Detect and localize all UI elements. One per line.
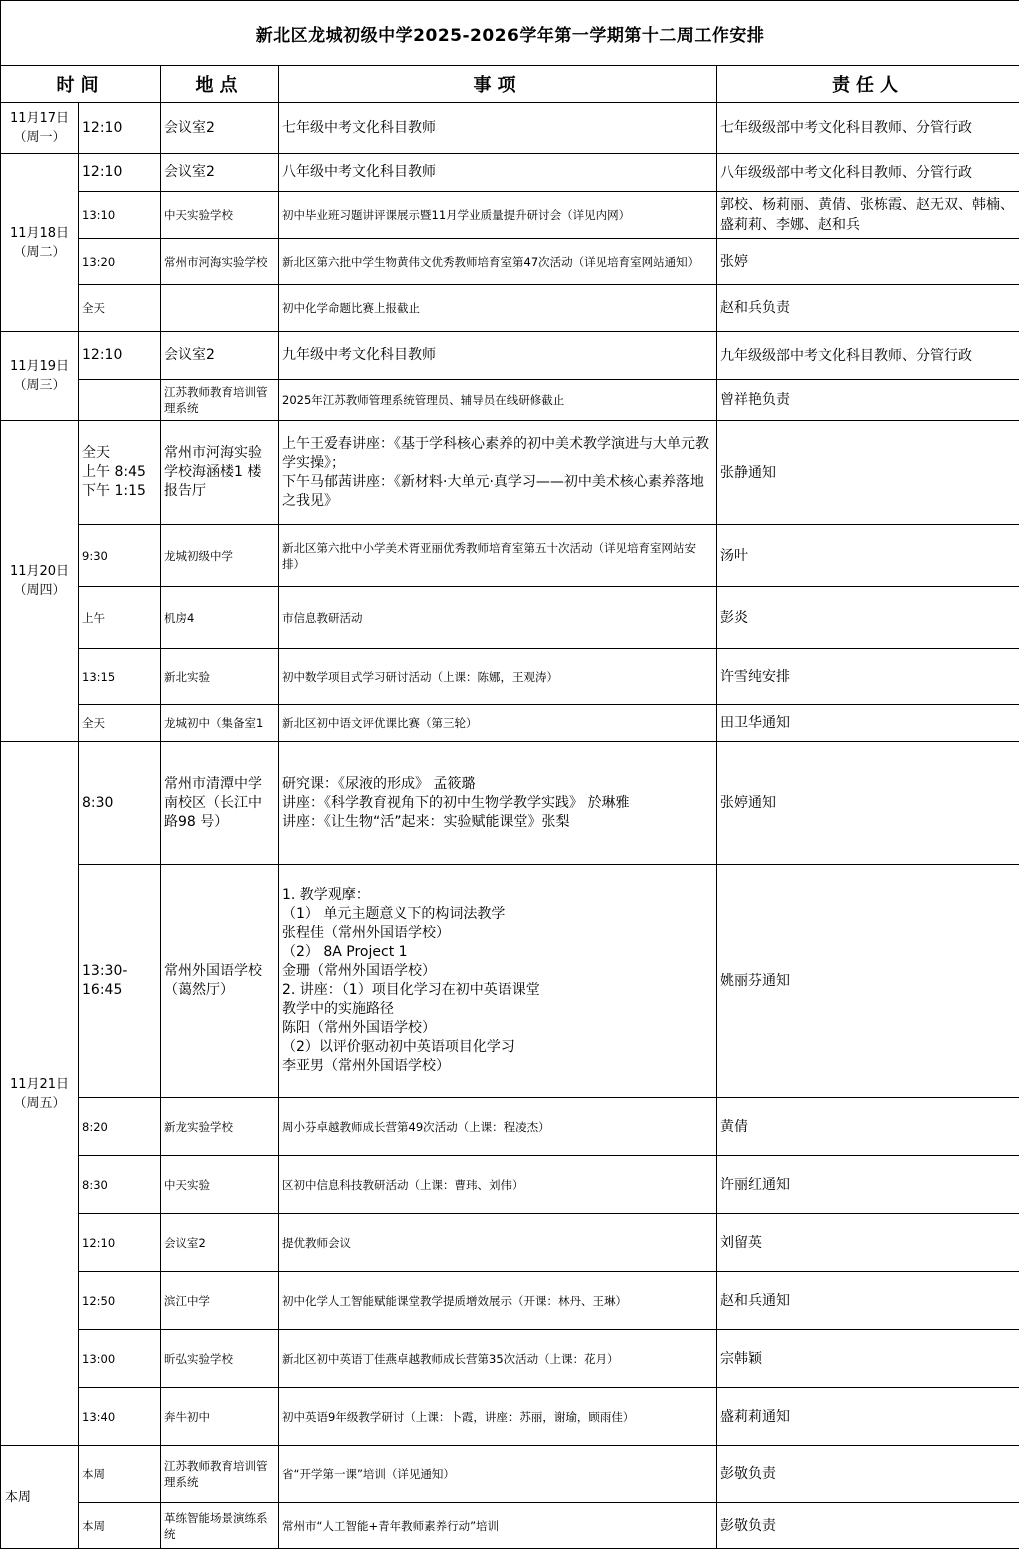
place-cell: 中天实验学校 <box>161 192 279 239</box>
place-cell: 会议室2 <box>161 103 279 154</box>
place-cell: 新龙实验学校 <box>161 1098 279 1156</box>
header-person: 责任人 <box>717 66 1019 103</box>
person-cell: 盛莉莉通知 <box>717 1388 1019 1446</box>
item-cell: 市信息教研活动 <box>279 587 717 649</box>
header-item: 事项 <box>279 66 717 103</box>
item-cell: 新北区初中英语丁佳燕卓越教师成长营第35次活动（上课：花月） <box>279 1330 717 1388</box>
table-row <box>1 1503 1019 1549</box>
table-row <box>1 332 1019 380</box>
time-cell: 13:30- 16:45 <box>79 865 161 1098</box>
person-cell: 七年级级部中考文化科目教师、分管行政 <box>717 103 1019 154</box>
date-cell-week: 本周 <box>1 1446 79 1549</box>
time-cell: 上午 <box>79 587 161 649</box>
item-cell: 八年级中考文化科目教师 <box>279 154 717 192</box>
person-cell: 彭敬负责 <box>717 1503 1019 1549</box>
place-cell: 常州外国语学校（蔼然厅） <box>161 865 279 1098</box>
time-cell: 12:10 <box>79 332 161 380</box>
item-cell: 2025年江苏教师管理系统管理员、辅导员在线研修截止 <box>279 380 717 421</box>
date-cell-tue: 11月18日 （周二） <box>1 154 79 332</box>
table-row <box>1 1098 1019 1156</box>
table-row <box>1 1446 1019 1503</box>
date-cell-thu: 11月20日 （周四） <box>1 421 79 742</box>
person-cell: 彭炎 <box>717 587 1019 649</box>
table-row <box>1 649 1019 705</box>
header-place: 地点 <box>161 66 279 103</box>
place-cell: 会议室2 <box>161 1214 279 1272</box>
person-cell: 张婷通知 <box>717 742 1019 865</box>
item-cell: 新北区第六批中学生物黄伟文优秀教师培育室第47次活动（详见培育室网站通知） <box>279 239 717 285</box>
person-cell: 赵和兵通知 <box>717 1272 1019 1330</box>
table-row <box>1 1330 1019 1388</box>
time-cell: 本周 <box>79 1446 161 1503</box>
item-cell: 提优教师会议 <box>279 1214 717 1272</box>
time-cell: 13:40 <box>79 1388 161 1446</box>
table-row <box>1 380 1019 421</box>
time-cell: 8:20 <box>79 1098 161 1156</box>
place-cell: 常州市河海实验学校 <box>161 239 279 285</box>
item-cell: 常州市“人工智能+青年教师素养行动”培训 <box>279 1503 717 1549</box>
item-cell: 区初中信息科技教研活动（上课：曹玮、刘伟） <box>279 1156 717 1214</box>
person-cell: 张婷 <box>717 239 1019 285</box>
place-cell: 常州市清潭中学南校区（长江中路98 号） <box>161 742 279 865</box>
item-cell: 新北区第六批中小学美术胥亚丽优秀教师培育室第五十次活动（详见培育室网站安排） <box>279 525 717 587</box>
person-cell: 田卫华通知 <box>717 705 1019 742</box>
table-row <box>1 239 1019 285</box>
time-cell: 12:10 <box>79 154 161 192</box>
place-cell: 新北实验 <box>161 649 279 705</box>
time-cell: 8:30 <box>79 1156 161 1214</box>
time-cell: 全天 上午 8:45 下午 1:15 <box>79 421 161 525</box>
date-cell-wed: 11月19日 （周三） <box>1 332 79 421</box>
table-row <box>1 525 1019 587</box>
time-cell: 8:30 <box>79 742 161 865</box>
item-cell: 1. 教学观摩： （1） 单元主题意义下的构词法教学 张程佳（常州外国语学校） （2） 8A Project 1 金珊（常州外国语学校） 2. 讲座：（1）项目化学习在初中英语课堂 教学中的实施路径 陈阳（常州外国语学校） （2）以评价驱动初中英语项目化学习 李亚男（常州外国语学校） <box>279 865 717 1098</box>
place-cell: 江苏教师教育培训管理系统 <box>161 1446 279 1503</box>
header-time: 时间 <box>1 66 161 103</box>
place-cell: 龙城初级中学 <box>161 525 279 587</box>
place-cell <box>161 285 279 332</box>
table-row <box>1 154 1019 192</box>
item-cell: 七年级中考文化科目教师 <box>279 103 717 154</box>
table-row <box>1 1272 1019 1330</box>
time-cell: 12:10 <box>79 103 161 154</box>
date-cell-fri: 11月21日 （周五） <box>1 742 79 1446</box>
person-cell: 许丽红通知 <box>717 1156 1019 1214</box>
person-cell: 汤叶 <box>717 525 1019 587</box>
place-cell: 滨江中学 <box>161 1272 279 1330</box>
time-cell: 本周 <box>79 1503 161 1549</box>
time-cell: 13:20 <box>79 239 161 285</box>
person-cell: 曾祥艳负责 <box>717 380 1019 421</box>
item-cell: 九年级中考文化科目教师 <box>279 332 717 380</box>
place-cell: 昕弘实验学校 <box>161 1330 279 1388</box>
item-cell: 上午王爱春讲座：《基于学科核心素养的初中美术教学演进与大单元教学实操》； 下午马郁茜讲座：《新材料·大单元·真学习——初中美术核心素养落地之我见》 <box>279 421 717 525</box>
table-row <box>1 705 1019 742</box>
person-cell: 黄倩 <box>717 1098 1019 1156</box>
person-cell: 八年级级部中考文化科目教师、分管行政 <box>717 154 1019 192</box>
time-cell: 12:50 <box>79 1272 161 1330</box>
time-cell <box>79 380 161 421</box>
table-row <box>1 1388 1019 1446</box>
place-cell: 奔牛初中 <box>161 1388 279 1446</box>
item-cell: 初中数学项目式学习研讨活动（上课：陈娜，王观涛） <box>279 649 717 705</box>
item-cell: 初中英语9年级教学研讨（上课：卜霞，讲座：苏丽，谢瑜，顾雨佳） <box>279 1388 717 1446</box>
item-cell: 研究课：《尿液的形成》 孟筱璐 讲座：《科学教育视角下的初中生物学教学实践》 於琳雅 讲座：《让生物“活”起来：实验赋能课堂》张梨 <box>279 742 717 865</box>
item-cell: 新北区初中语文评优课比赛（第三轮） <box>279 705 717 742</box>
table-row <box>1 192 1019 239</box>
table-row <box>1 103 1019 154</box>
place-cell: 江苏教师教育培训管理系统 <box>161 380 279 421</box>
table-row <box>1 285 1019 332</box>
date-cell-mon: 11月17日 （周一） <box>1 103 79 154</box>
page-title: 新北区龙城初级中学2025-2026学年第一学期第十二周工作安排 <box>1 1 1019 66</box>
person-cell: 姚丽芬通知 <box>717 865 1019 1098</box>
time-cell: 9:30 <box>79 525 161 587</box>
item-cell: 初中毕业班习题讲评课展示暨11月学业质量提升研讨会（详见内网） <box>279 192 717 239</box>
table-row <box>1 1214 1019 1272</box>
place-cell: 会议室2 <box>161 332 279 380</box>
person-cell: 许雪纯安排 <box>717 649 1019 705</box>
item-cell: 初中化学人工智能赋能课堂教学提质增效展示（开课：林丹、王琳） <box>279 1272 717 1330</box>
person-cell: 九年级级部中考文化科目教师、分管行政 <box>717 332 1019 380</box>
table-row <box>1 587 1019 649</box>
time-cell: 13:15 <box>79 649 161 705</box>
place-cell: 会议室2 <box>161 154 279 192</box>
place-cell: 常州市河海实验学校海涵楼1 楼报告厅 <box>161 421 279 525</box>
place-cell: 机房4 <box>161 587 279 649</box>
person-cell: 赵和兵负责 <box>717 285 1019 332</box>
place-cell: 龙城初中（集备室1 <box>161 705 279 742</box>
time-cell: 13:00 <box>79 1330 161 1388</box>
item-cell: 初中化学命题比赛上报截止 <box>279 285 717 332</box>
time-cell: 全天 <box>79 285 161 332</box>
item-cell: 周小芬卓越教师成长营第49次活动（上课：程凌杰） <box>279 1098 717 1156</box>
person-cell: 彭敬负责 <box>717 1446 1019 1503</box>
person-cell: 张静通知 <box>717 421 1019 525</box>
place-cell: 革练智能场景演练系统 <box>161 1503 279 1549</box>
time-cell: 13:10 <box>79 192 161 239</box>
person-cell: 郭校、杨莉丽、黄倩、张栋霞、赵无双、韩楠、盛莉莉、李娜、赵和兵 <box>717 192 1019 239</box>
person-cell: 宗韩颖 <box>717 1330 1019 1388</box>
person-cell: 刘留英 <box>717 1214 1019 1272</box>
time-cell: 全天 <box>79 705 161 742</box>
table-row <box>1 421 1019 525</box>
table-row <box>1 865 1019 1098</box>
table-row <box>1 1156 1019 1214</box>
time-cell: 12:10 <box>79 1214 161 1272</box>
place-cell: 中天实验 <box>161 1156 279 1214</box>
item-cell: 省“开学第一课”培训（详见通知） <box>279 1446 717 1503</box>
table-row <box>1 742 1019 865</box>
